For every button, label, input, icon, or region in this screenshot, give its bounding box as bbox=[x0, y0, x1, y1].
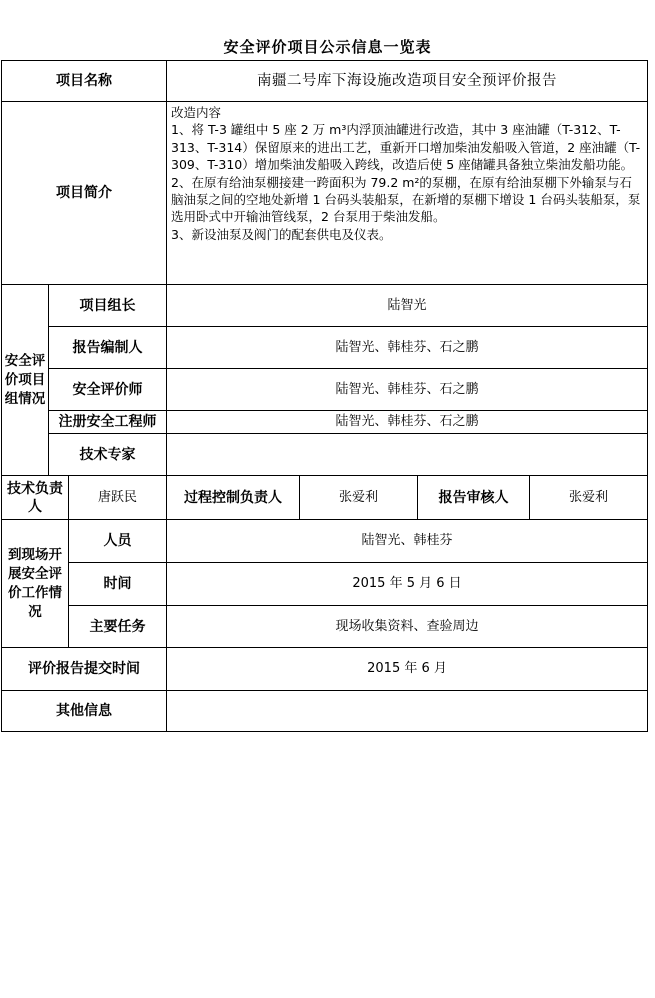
team-row-label: 项目组长 bbox=[49, 285, 167, 327]
tech-lead-label: 技术负责人 bbox=[2, 476, 69, 520]
team-group-label: 安全评价项目组情况 bbox=[2, 285, 49, 476]
info-table bbox=[1, 60, 648, 732]
site-row bbox=[2, 563, 648, 606]
page-title: 安全评价项目公示信息一览表 bbox=[223, 38, 432, 56]
other-label: 其他信息 bbox=[2, 691, 167, 732]
team-row-label: 注册安全工程师 bbox=[49, 411, 167, 434]
team-row-label: 技术专家 bbox=[49, 434, 167, 476]
site-row-value: 2015 年 5 月 6 日 bbox=[167, 563, 648, 606]
team-row-value: 陆智光、韩桂芬、石之鹏 bbox=[167, 369, 648, 411]
site-row-value: 现场收集资料、查验周边 bbox=[167, 606, 648, 648]
other-row bbox=[2, 691, 648, 732]
submit-label: 评价报告提交时间 bbox=[2, 648, 167, 691]
team-row-value bbox=[167, 434, 648, 476]
team-row-label: 报告编制人 bbox=[49, 327, 167, 369]
project-intro-label: 项目简介 bbox=[2, 102, 167, 285]
reviewer-value: 张爱利 bbox=[530, 476, 648, 520]
site-row-label: 时间 bbox=[69, 563, 167, 606]
team-row-value: 陆智光、韩桂芬、石之鹏 bbox=[167, 411, 648, 434]
site-row-label: 人员 bbox=[69, 520, 167, 563]
team-row bbox=[2, 327, 648, 369]
responsible-row bbox=[2, 476, 648, 520]
reviewer-label: 报告审核人 bbox=[418, 476, 530, 520]
site-row-label: 主要任务 bbox=[69, 606, 167, 648]
other-value bbox=[167, 691, 648, 732]
project-name-label: 项目名称 bbox=[2, 61, 167, 102]
team-row bbox=[2, 411, 648, 434]
site-row bbox=[2, 606, 648, 648]
intro-line: 1、将 T-3 罐组中 5 座 2 万 m³内浮顶油罐进行改造，其中 3 座油罐（T-312、T-313、T-314）保留原来的进出工艺，重新开口增加柴油发船吸入管道，2 座油罐（T-309、T-310）增加柴油发船吸入跨线，改造后使 5 座储罐具备独立柴油发船功能。 bbox=[171, 122, 641, 173]
site-group-label: 到现场开展安全评价工作情况 bbox=[2, 520, 69, 648]
team-row-value: 陆智光 bbox=[167, 285, 648, 327]
process-lead-label: 过程控制负责人 bbox=[167, 476, 300, 520]
project-name-value: 南疆二号库下海设施改造项目安全预评价报告 bbox=[167, 61, 648, 102]
project-intro-content bbox=[167, 102, 648, 285]
intro-line: 2、在原有给油泵棚接建一跨面积为 79.2 m²的泵棚，在原有给油泵棚下外输泵与石脑油泵之间的空地处新增 1 台码头装船泵，在新增的泵棚下增设 1 台码头装船泵，泵选用卧式中开输油管线泵，2 台泵用于柴油发船。 bbox=[171, 174, 641, 225]
tech-lead-value: 唐跃民 bbox=[69, 476, 167, 520]
submit-value: 2015 年 6 月 bbox=[167, 648, 648, 691]
site-row-value: 陆智光、韩桂芬 bbox=[167, 520, 648, 563]
team-row-label: 安全评价师 bbox=[49, 369, 167, 411]
intro-line: 3、新设油泵及阀门的配套供电及仪表。 bbox=[171, 226, 392, 242]
site-row bbox=[2, 520, 648, 563]
team-row bbox=[2, 369, 648, 411]
intro-line: 改造内容 bbox=[171, 105, 222, 120]
team-row bbox=[2, 434, 648, 476]
submit-row bbox=[2, 648, 648, 691]
process-lead-value: 张爱利 bbox=[300, 476, 418, 520]
team-row-value: 陆智光、韩桂芬、石之鹏 bbox=[167, 327, 648, 369]
project-intro-row bbox=[2, 102, 648, 285]
project-name-row bbox=[2, 61, 648, 102]
team-row bbox=[2, 285, 648, 327]
